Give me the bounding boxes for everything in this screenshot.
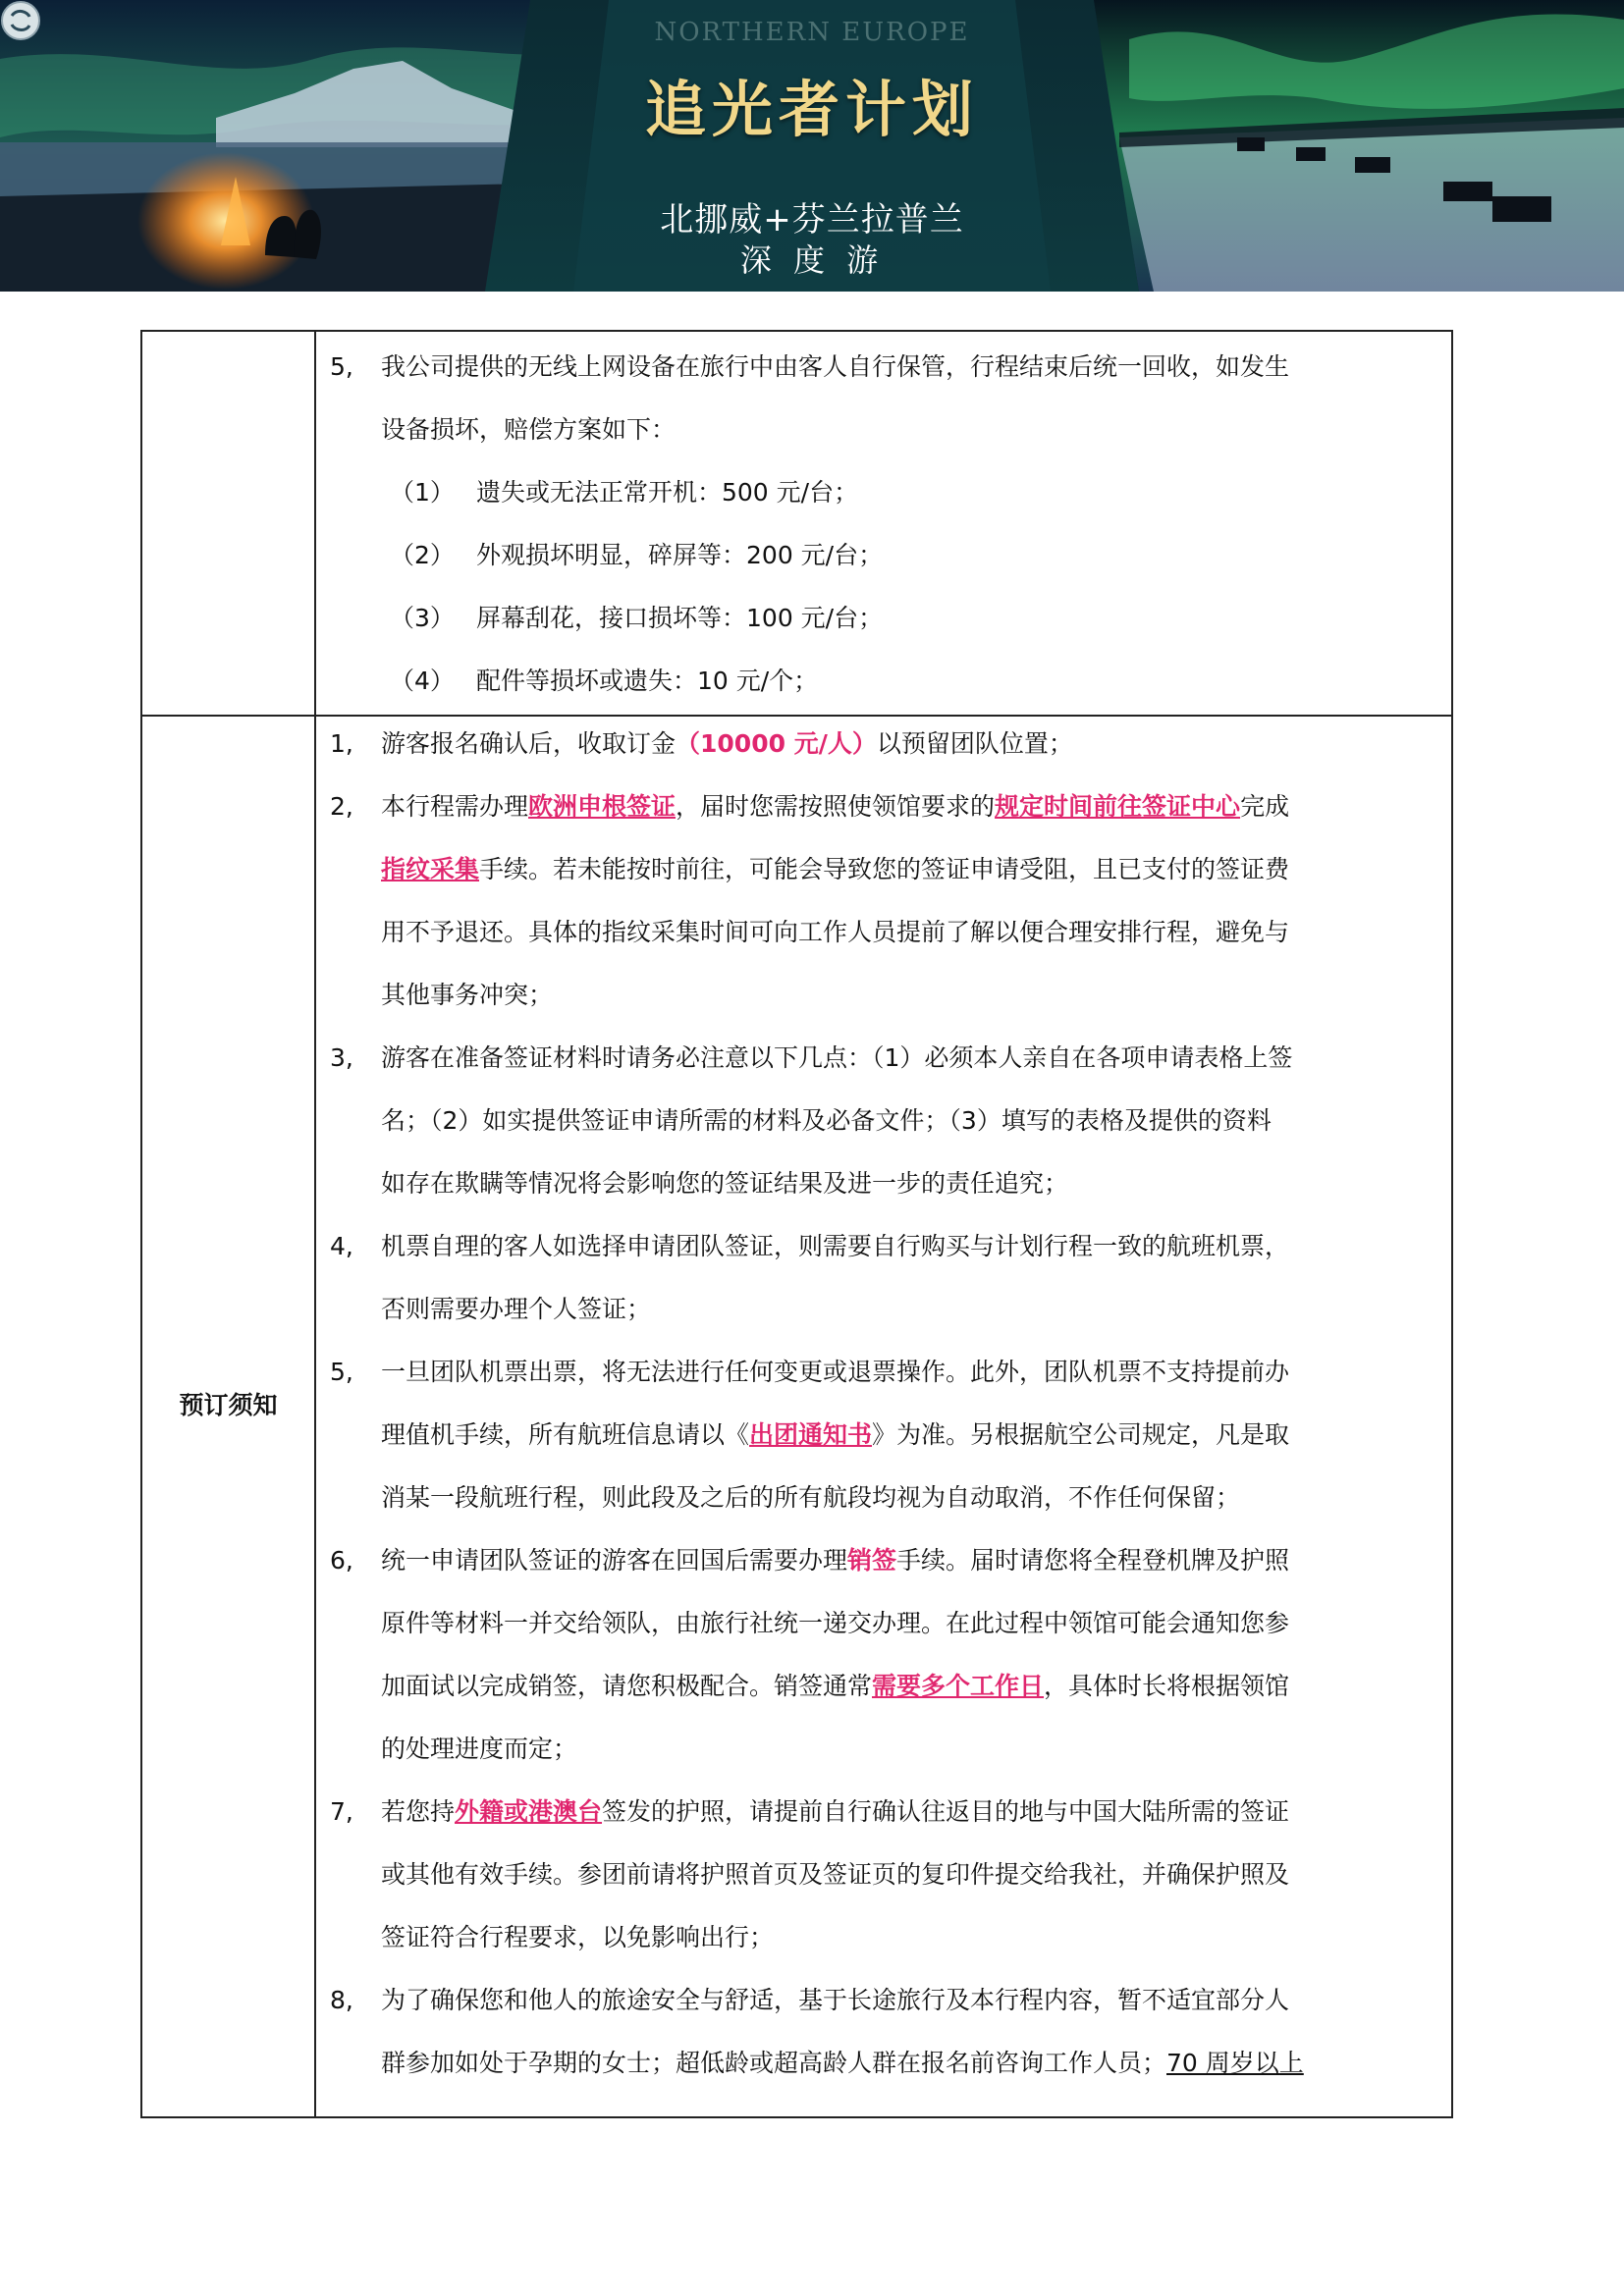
booking-item-7: 若您持外籍或港澳台签发的护照，请提前自行确认往返目的地与中国大陆所需的签证 (381, 1797, 1290, 1826)
item-number: 6, (330, 1546, 353, 1575)
compensation-label: （4） (390, 667, 455, 695)
fingerprint-highlight: 指纹采集 (381, 855, 480, 883)
booking-item-5: 一旦团队机票出票，将无法进行任何变更或退票操作。此外，团队机票不支持提前办 (381, 1358, 1290, 1386)
device-text: 设备损坏，赔偿方案如下： (381, 415, 677, 444)
booking-item-4: 机票自理的客人如选择申请团队签证，则需要自行购买与计划行程一致的航班机票， (381, 1232, 1290, 1260)
item-number: 3, (330, 1043, 353, 1072)
booking-notes-label: 预订须知 (179, 1391, 278, 1419)
booking-item-1: 游客报名确认后，收取订金（10000 元/人）以预留团队位置； (381, 729, 1073, 758)
banner-tour-type: 深 度 游 (739, 241, 885, 279)
booking-item-2: 用不予退还。具体的指纹采集时间可向工作人员提前了解以便合理安排行程，避免与 (381, 918, 1290, 946)
banner-text (0, 0, 1624, 292)
booking-item-3: 名；（2）如实提供签证申请所需的材料及必备文件；（3）填写的表格及提供的资料 (381, 1106, 1272, 1135)
booking-item-8: 为了确保您和他人的旅途安全与舒适，基于长途旅行及本行程内容，暂不适宜部分人 (381, 1986, 1290, 2014)
item-number: 7, (330, 1797, 353, 1826)
compensation-label: （1） (390, 478, 455, 507)
compensation-label: （2） (390, 541, 455, 569)
booking-item-6: 加面试以完成销签，请您积极配合。销签通常需要多个工作日，具体时长将根据领馆 (381, 1672, 1290, 1700)
booking-item-2: 其他事务冲突； (381, 981, 554, 1009)
foreign-passport-highlight: 外籍或港澳台 (455, 1797, 603, 1826)
row-divider (142, 715, 1451, 717)
booking-item-5: 理值机手续，所有航班信息请以《出团通知书》为准。另根据航空公司规定，凡是取 (381, 1420, 1290, 1449)
booking-item-8: 群参加如处于孕期的女士；超低龄或超高龄人群在报名前咨询工作人员；70 周岁以上 (381, 2049, 1304, 2077)
booking-item-6: 统一申请团队签证的游客在回国后需要办理销签手续。届时请您将全程登机牌及护照 (381, 1546, 1290, 1575)
compensation-text: 配件等损坏或遗失：10 元/个； (476, 667, 819, 695)
booking-item-6: 原件等材料一并交给领队，由旅行社统一递交办理。在此过程中领馆可能会通知您参 (381, 1609, 1290, 1637)
item-number: 2, (330, 792, 353, 821)
banner-route: 北挪威+芬兰拉普兰 (660, 200, 964, 240)
device-text: 我公司提供的无线上网设备在旅行中由客人自行保管，行程结束后统一回收，如发生 (381, 352, 1290, 381)
banner-title: 追光者计划 (644, 74, 979, 145)
brand-logo-icon (0, 0, 41, 41)
workdays-highlight: 需要多个工作日 (872, 1672, 1045, 1700)
booking-item-4: 否则需要办理个人签证； (381, 1295, 652, 1323)
booking-item-2: 指纹采集手续。若未能按时前往，可能会导致您的签证申请受阻，且已支付的签证费 (381, 855, 1290, 883)
header-banner (0, 0, 1624, 292)
compensation-text: 屏幕刮花，接口损坏等：100 元/台； (476, 604, 884, 632)
departure-notice-highlight: 出团通知书 (749, 1420, 873, 1449)
item-number: 1, (330, 729, 353, 758)
booking-item-7: 或其他有效手续。参团前请将护照首页及签证页的复印件提交给我社，并确保护照及 (381, 1860, 1290, 1889)
column-divider (314, 332, 316, 2116)
item-number: 8, (330, 1986, 353, 2014)
age-limit-underline: 70 周岁以上 (1166, 2049, 1304, 2077)
compensation-text: 外观损坏明显，碎屏等：200 元/台； (476, 541, 884, 569)
booking-item-5: 消某一段航班行程，则此段及之后的所有航段均视为自动取消，不作任何保留； (381, 1483, 1241, 1512)
compensation-label: （3） (390, 604, 455, 632)
item-number: 5, (330, 1358, 353, 1386)
schengen-visa-highlight: 欧洲申根签证 (528, 792, 677, 821)
booking-item-3: 游客在准备签证材料时请务必注意以下几点：（1）必须本人亲自在各项申请表格上签 (381, 1043, 1293, 1072)
item-number: 5, (330, 352, 353, 381)
item-number: 4, (330, 1232, 353, 1260)
booking-item-6: 的处理进度而定； (381, 1735, 578, 1763)
visa-cancel-highlight: 销签 (847, 1546, 897, 1575)
booking-item-7: 签证符合行程要求，以免影响出行； (381, 1923, 775, 1951)
banner-subtitle: NORTHERN EUROPE (654, 18, 970, 47)
deposit-highlight: （10000 元/人） (676, 729, 877, 758)
booking-item-3: 如存在欺瞒等情况将会影响您的签证结果及进一步的责任追究； (381, 1169, 1069, 1198)
notice-table (140, 330, 1453, 2118)
booking-item-2: 本行程需办理欧洲申根签证，届时您需按照使领馆要求的规定时间前往签证中心完成 (381, 792, 1290, 821)
compensation-text: 遗失或无法正常开机：500 元/台； (476, 478, 859, 507)
visa-center-highlight: 规定时间前往签证中心 (995, 792, 1241, 821)
